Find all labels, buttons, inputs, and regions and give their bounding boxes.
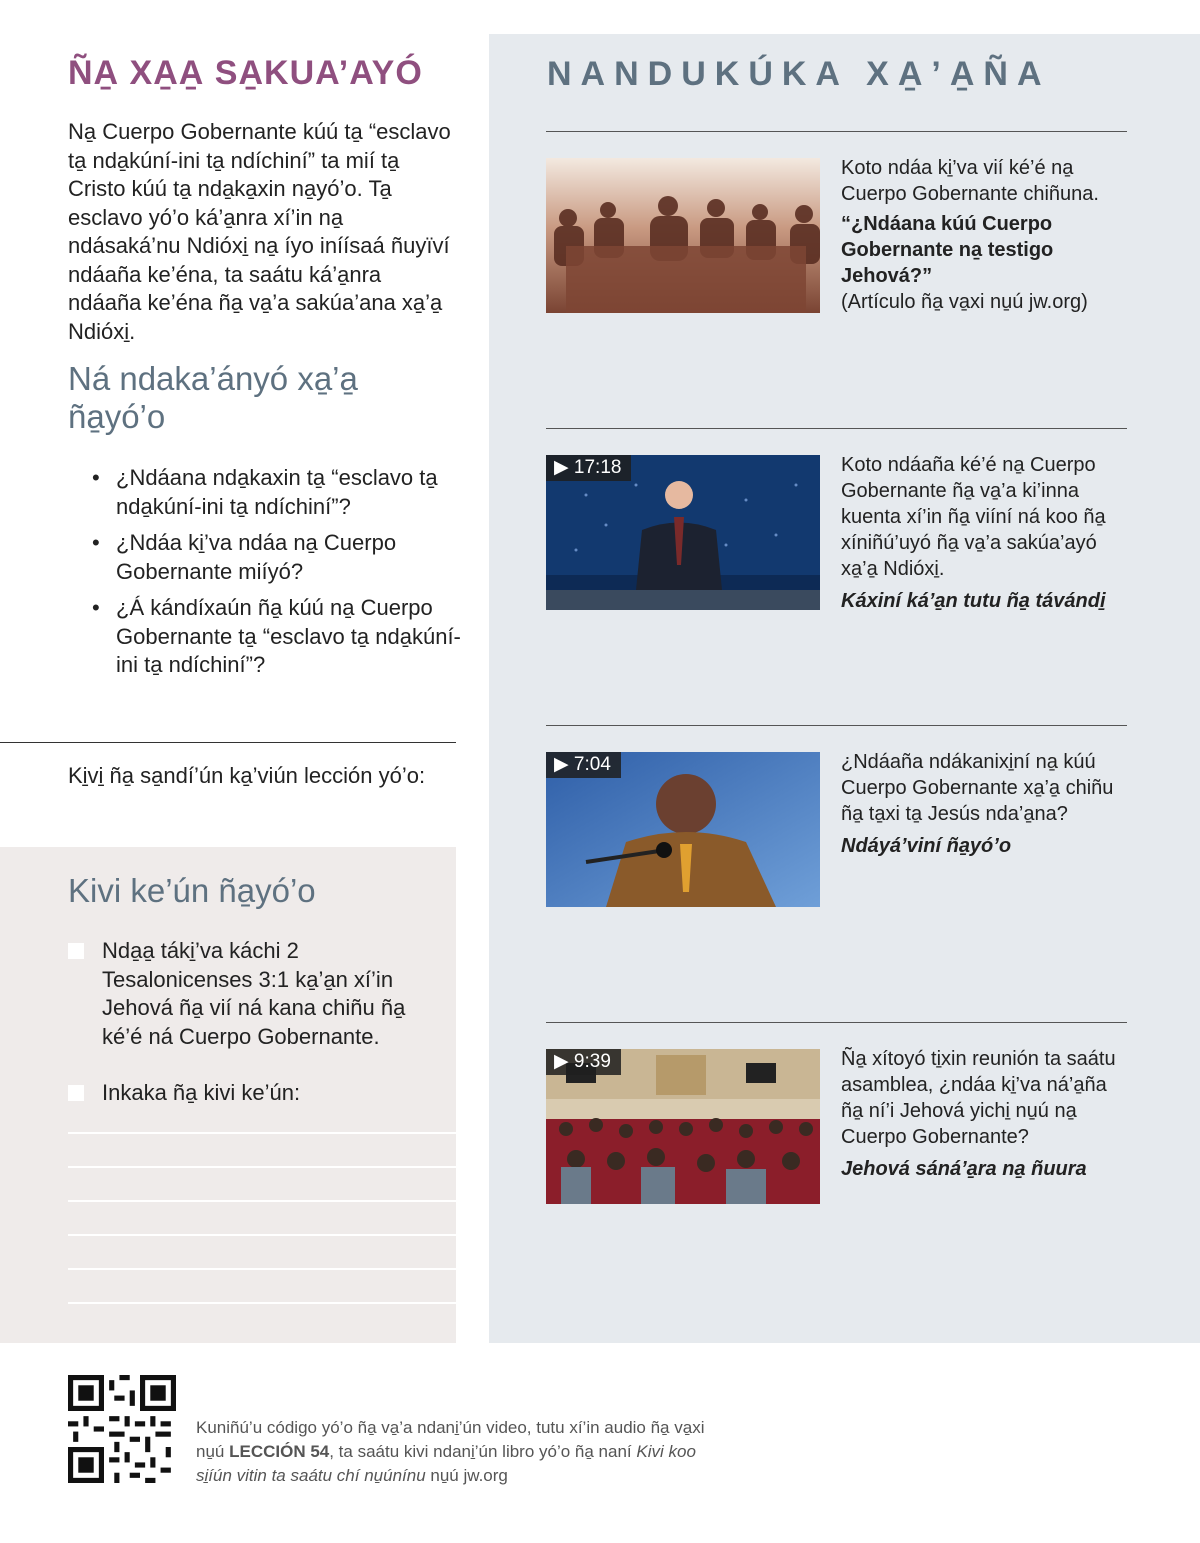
research-item-text — [841, 155, 1121, 315]
research-item-text — [841, 452, 1121, 614]
video-title-link[interactable]: Jehová sáná’a̱ra na̱ ñuura — [841, 1158, 1087, 1180]
divider — [546, 1022, 1127, 1023]
checkbox[interactable] — [68, 943, 84, 959]
writing-line[interactable] — [68, 1268, 456, 1270]
duration-text: 7:04 — [573, 754, 611, 775]
question-item — [92, 529, 462, 586]
bullet-icon: • — [92, 530, 100, 555]
bullet-icon: • — [92, 465, 100, 490]
checkbox[interactable] — [68, 1085, 84, 1101]
writing-line[interactable] — [68, 1302, 456, 1304]
qr-code-icon[interactable] — [68, 1375, 176, 1483]
item-description: Ña̱ xítoyó ti̱xin reunión ta saátu asamblea, ¿ndáa ki̱’va ná’a̱ña ña̱ ní’i Jehová yichi̱ nu̱ú na̱ Cuerpo Gobernante? — [841, 1048, 1116, 1148]
video-thumbnail[interactable] — [546, 455, 820, 610]
video-title-link[interactable]: Káxiní ká’a̱n tutu ña̱ távándi̱ — [841, 590, 1106, 612]
video-duration — [546, 455, 631, 481]
duration-text: 9:39 — [573, 1051, 611, 1072]
item-source: (Artículo ña̱ va̱xi nu̱ú jw.org) — [841, 291, 1088, 313]
summary-label: Ki̱vi̱ ña̱ sa̱ndí’ún ka̱’viún lección yó’o: — [68, 763, 426, 788]
article-title-link[interactable]: “¿Ndáana kúú Cuerpo Gobernante na̱ testigo Jehová?” — [841, 213, 1054, 287]
panel-title: NANDUKÚKA XA̱’A̱ÑA — [547, 55, 1051, 93]
video-duration — [546, 1049, 621, 1075]
question-text: ¿Ndáana nda̱kaxin ta̱ “esclavo ta̱ nda̱kúní-ini ta̱ ndíchiní”? — [116, 465, 438, 519]
divider — [0, 742, 456, 743]
research-item-text — [841, 1046, 1121, 1182]
research-item-text — [841, 749, 1121, 859]
item-description: Koto ndáaña ké’é na̱ Cuerpo Gobernante ña̱ va̱’a ki’inna kuenta xí’in ña̱ viíní ná koo ña̱ xíniñú’uyó ña̱ va̱’a sakúa’ayó xa̱’a̱ Ndióxi̱. — [841, 454, 1106, 580]
video-thumbnail[interactable] — [546, 1049, 820, 1204]
checklist-text: Nda̱a̱ táki̱’va káchi 2 Tesalonicenses 3:1 ka̱’a̱n xí’in Jehová ña̱ vií ná kana chiñu ña̱ ké’é ná Cuerpo Gobernante. — [102, 938, 406, 1049]
duration-text: 17:18 — [573, 457, 622, 478]
play-icon: ▶ — [554, 457, 569, 478]
footer-book-title: Kivi koo si̱íún vitin ta saátu chí nu̱únínu — [196, 1442, 696, 1485]
writing-line[interactable] — [68, 1132, 456, 1134]
questions-list — [92, 464, 462, 688]
questions-heading: Ná ndaka’ányó xa̱’a̱ ña̱yó’o — [68, 360, 358, 435]
checklist-text: Inkaka ña̱ kivi ke’ún: — [102, 1080, 301, 1105]
divider — [546, 725, 1127, 726]
item-description: Koto ndáa ki̱’va vií ké’é na̱ Cuerpo Gobernante chiñuna. — [841, 157, 1099, 205]
video-title-link[interactable]: Ndáyá’viní ña̱yó’o — [841, 835, 1012, 857]
footer-text-1: Kuniñú’u código yó’o ña̱ va̱’a ndani̱’ún video, tutu xí’in audio ña̱ va̱xi nu̱ú — [196, 1418, 705, 1461]
divider — [546, 428, 1127, 429]
question-item — [92, 464, 462, 521]
footer-text-2: , ta saátu kivi ndani̱’ún libro yó’o ña̱ naní — [329, 1442, 637, 1461]
video-thumbnail[interactable] — [546, 752, 820, 907]
footer-note — [196, 1416, 716, 1488]
question-text: ¿Á kándíxaún ña̱ kúú na̱ Cuerpo Gobernante ta̱ “esclavo ta̱ nda̱kúní-ini ta̱ ndíchiní”? — [116, 595, 461, 677]
intro-paragraph: Na̱ Cuerpo Gobernante kúú ta̱ “esclavo ta̱ nda̱kúní-ini ta̱ ndíchiní” ta mií ta̱ Cristo kúú ta̱ nda̱ka̱xin na̱yó’o. Ta̱ esclavo yó’o ká’a̱nra xí’in na̱ ndásaká’nu Ndióxi̱ na̱ íyo iníísaá ñuyïví ndáaña ke’éna, ta saátu ká’a̱nra ndáaña ke’éna ña̱ va̱’a sakúa’ana xa̱’a̱ Ndióxi̱. — [68, 119, 451, 344]
play-icon: ▶ — [554, 754, 569, 775]
footer-text-3: nu̱ú jw.org — [425, 1466, 508, 1485]
checklist-item[interactable] — [68, 1079, 438, 1108]
article-image[interactable] — [546, 158, 820, 313]
section-title: ÑA̱ XA̱A̱ SA̱KUA’AYÓ — [68, 54, 423, 92]
writing-line[interactable] — [68, 1234, 456, 1236]
video-duration — [546, 752, 621, 778]
bullet-icon: • — [92, 595, 100, 620]
divider — [546, 131, 1127, 132]
question-text: ¿Ndáa ki̱’va ndáa na̱ Cuerpo Gobernante miíyó? — [116, 530, 397, 584]
review-heading: Kivi ke’ún ña̱yó’o — [68, 872, 316, 909]
play-icon: ▶ — [554, 1051, 569, 1072]
writing-line[interactable] — [68, 1200, 456, 1202]
item-description: ¿Ndáaña ndákanixi̱ní na̱ kúú Cuerpo Gobernante xa̱’a̱ chiñu ña̱ ta̱xi ta̱ Jesús nda’a̱na? — [841, 751, 1114, 825]
writing-line[interactable] — [68, 1166, 456, 1168]
checklist-item[interactable] — [68, 937, 438, 1051]
question-item — [92, 594, 462, 680]
footer-lesson: LECCIÓN 54 — [229, 1442, 330, 1461]
